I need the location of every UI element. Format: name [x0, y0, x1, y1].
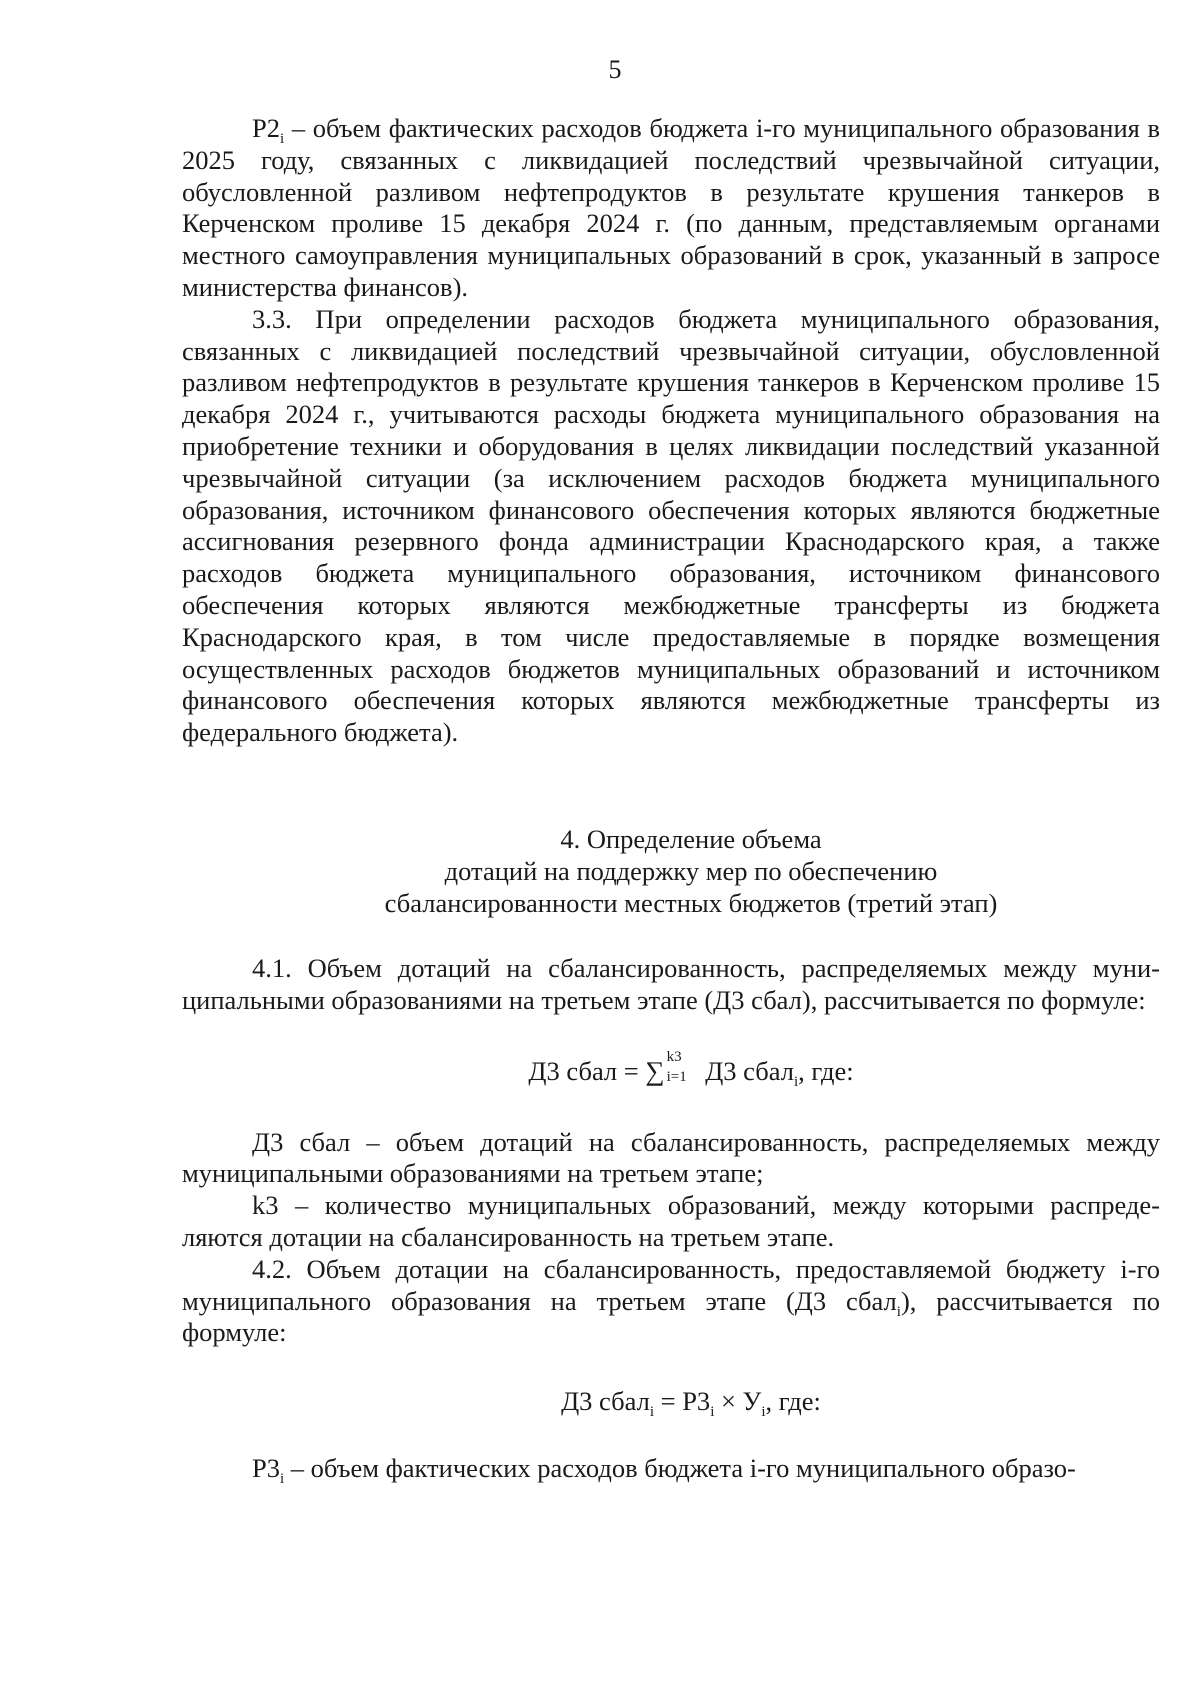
variable-r3-index: i — [280, 1471, 285, 1488]
paragraph-4-2-index: i — [896, 1303, 901, 1320]
formula-1-term: Д3 сбал — [698, 1055, 794, 1086]
r3-definition-text: – объем фактических расходов бюджета i-го муниципального образо- — [284, 1453, 1076, 1484]
formula-1-lhs: Д3 сбал = — [528, 1055, 646, 1086]
sum-symbol: ∑ — [645, 1055, 665, 1086]
formula-total-balance-subsidy — [182, 1048, 1160, 1090]
formula-2-part-1: Д3 сбал — [561, 1386, 650, 1417]
formula-2-index-2: i — [710, 1404, 715, 1421]
definition-k3: k3 – количество муниципальных образований, между которыми распределяются дотации на сбалансированность на третьем этапе. — [182, 1190, 1160, 1252]
formula-municipal-balance-subsidy — [182, 1385, 1160, 1421]
formula-2-tail: , где: — [765, 1386, 821, 1417]
paragraph-4-1: 4.1. Объем дотаций на сбалансированность, распределяемых между муниципальными образованиями на третьем этапе (Д3 сбал), рассчитывается по формуле: — [182, 953, 1160, 1015]
formula-2-part-3: × У — [714, 1386, 762, 1417]
sum-lower-limit: i=1 — [666, 1068, 687, 1085]
paragraph-r3-definition — [182, 1453, 1160, 1488]
formula-2-index-3: i — [761, 1404, 766, 1421]
variable-r2: Р2 — [252, 113, 280, 143]
section-heading-line-3: сбалансированности местных бюджетов (третий этап) — [384, 888, 998, 918]
formula-1-tail: , где: — [798, 1055, 854, 1086]
sum-upper-limit: k3 — [666, 1048, 682, 1065]
section-heading-line-1: 4. Определение объема — [560, 824, 822, 854]
paragraph-3-3: 3.3. При определении расходов бюджета муниципального образования, связанных с ликвидацией последствий чрезвычайной ситуации, обусловленной разливом нефтепродуктов в результате крушения танкеров в Керченском проливе 15 декабря 2024 г., учитываются расходы бюджета муниципального образования на приобретение техники и оборудования в целях ликвидации последствий указанной чрезвычайной ситуации (за исключением расходов бюджета муниципального образования, источником финансового обеспечения которых являются бюджетные ассигнования резервного фонда администрации Краснодарского края, а также расходов бюджета муниципального образования, источником финансового обеспечения которых являются межбюджетные трансферты из бюджета Краснодарского края, в том числе предоставляемые в порядке возмещения осуществленных расходов бюджетов муниципальных образований и источником финансового обеспечения которых являются межбюджетные трансферты из федерального бюджета). — [182, 303, 1160, 748]
variable-r2-index: i — [280, 131, 285, 147]
paragraph-4-2-text: 4.2. Объем дотации на сбалансированность, предоставляемой бюджету i-го муниципального образования на третьем этапе (Д3 сбал — [182, 1253, 1160, 1316]
paragraph-r2-definition — [182, 113, 1160, 304]
variable-r3: Р3 — [252, 1453, 280, 1484]
section-heading-line-2: дотаций на поддержку мер по обеспечению — [444, 856, 938, 886]
section-4 — [182, 823, 1160, 1488]
section-heading — [182, 823, 1160, 919]
paragraph-4-2-tail: ), рассчитывается по формуле: — [182, 1285, 1160, 1348]
formula-2-index-1: i — [649, 1404, 654, 1421]
definition-d3-sbal: Д3 сбал – объем дотаций на сбалансированность, распределяемых между муниципальными образованиями на третьем этапе; — [182, 1126, 1160, 1189]
top-text-block — [182, 113, 1160, 749]
formula-1-term-index: i — [793, 1073, 799, 1090]
r2-definition-text: – объем фактических расходов бюджета i-го муниципального образования в 2025 году, связанных с ликвидацией последствий чрезвычайной ситуации, обусловленной разливом нефтепродуктов в результате крушения танкеров в Керченском проливе 15 декабря 2024 г. (по данным, представляемым органами местного самоуправления муниципальных образований в срок, указанный в запросе министерства финансов). — [182, 113, 1160, 302]
sum-limits — [665, 1048, 695, 1085]
formula-2-part-2: = Р3 — [654, 1386, 711, 1417]
page-number: 5 — [608, 55, 622, 84]
paragraph-4-2 — [182, 1254, 1160, 1349]
